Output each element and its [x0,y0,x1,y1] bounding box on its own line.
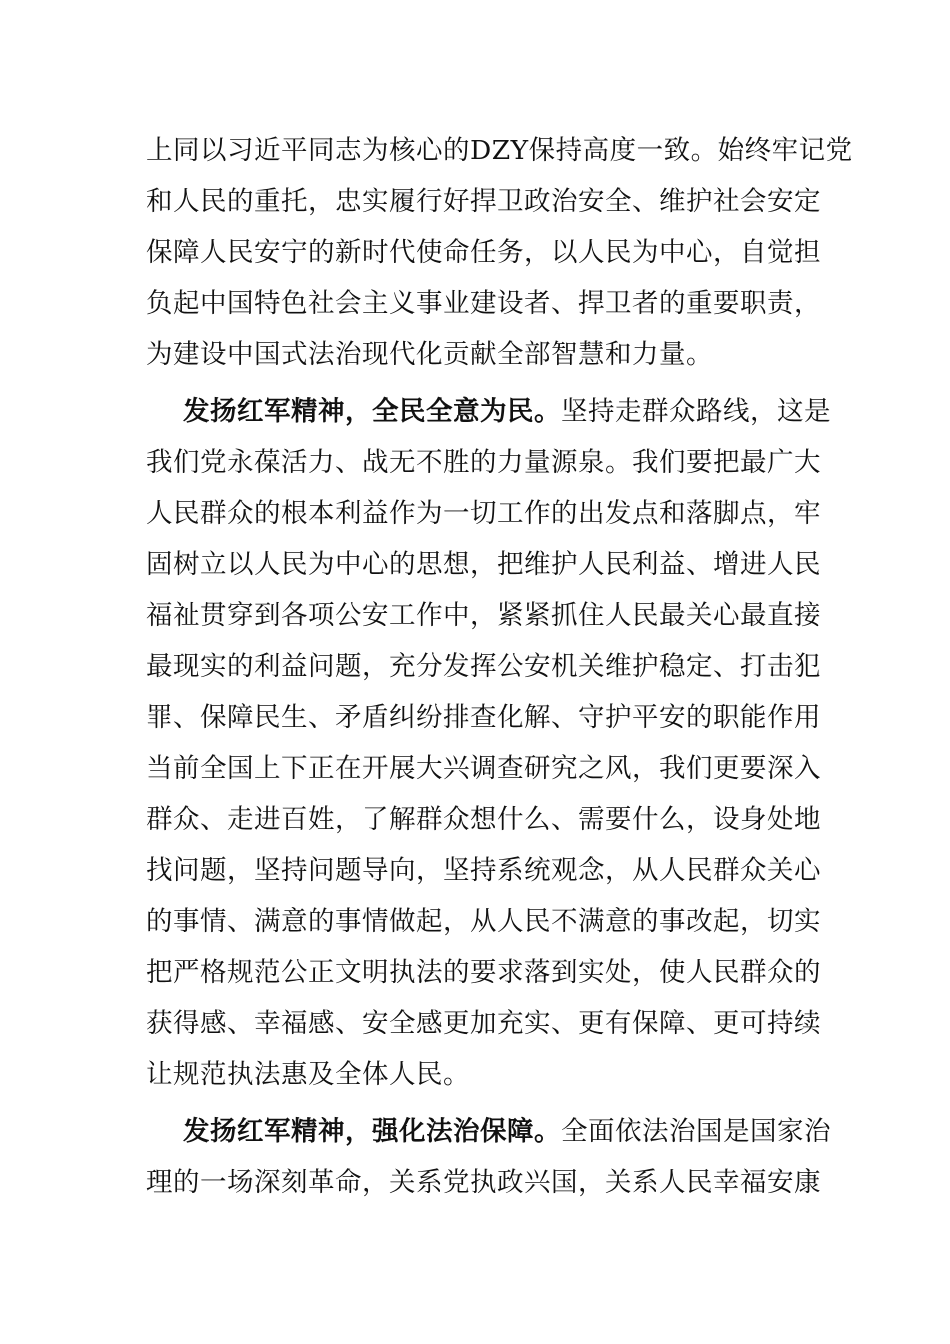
paragraph-1-line-2: 和人民的重托，忠实履行好捍卫政治安全、维护社会安定 [146,186,821,217]
paragraph-2-heading: 发扬红军精神，全民全意为民。 [183,396,561,427]
paragraph-2-line-9: 群众、走进百姓，了解群众想什么、需要什么，设身处地 [146,804,821,835]
paragraph-1-line-3: 保障人民安宁的新时代使命任务，以人民为中心，自觉担 [146,237,821,268]
paragraph-1-line-4: 负起中国特色社会主义事业建设者、捍卫者的重要职责， [146,288,821,319]
paragraph-2-line-3: 人民群众的根本利益作为一切工作的出发点和落脚点，牢 [146,498,821,529]
paragraph-2-line-4: 固树立以人民为中心的思想，把维护人民利益、增进人民 [146,549,821,580]
paragraph-2-line-14: 让规范执法惠及全体人民。 [146,1059,470,1090]
paragraph-2-line-11: 的事情、满意的事情做起，从人民不满意的事改起，切实 [146,906,821,937]
paragraph-2-line-6: 最现实的利益问题，充分发挥公安机关维护稳定、打击犯 [146,651,821,682]
paragraph-2-line-5: 福祉贯穿到各项公安工作中，紧紧抓住人民最关心最直接 [146,600,821,631]
paragraph-2-line-12: 把严格规范公正文明执法的要求落到实处，使人民群众的 [146,957,821,988]
paragraph-2-line-10: 找问题，坚持问题导向，坚持系统观念，从人民群众关心 [146,855,821,886]
paragraph-2-line-8: 当前全国上下正在开展大兴调查研究之风，我们更要深入 [146,753,821,784]
paragraph-3-heading: 发扬红军精神，强化法治保障。 [183,1116,561,1147]
paragraph-2-first-line-rest: 坚持走群众路线，这是 [561,396,831,427]
paragraph-3-line-2: 理的一场深刻革命，关系党执政兴国，关系人民幸福安康 [146,1167,821,1198]
paragraph-2-line-1 [146,392,831,432]
paragraph-3-line-1 [146,1112,831,1152]
paragraph-3-first-line-rest: 全面依法治国是国家治 [561,1116,831,1147]
paragraph-2-line-2: 我们党永葆活力、战无不胜的力量源泉。我们要把最广大 [146,447,821,478]
paragraph-1-line-5: 为建设中国式法治现代化贡献全部智慧和力量。 [146,339,713,370]
paragraph-1-line-1: 上同以习近平同志为核心的DZY保持高度一致。始终牢记党 [146,135,853,166]
paragraph-2-line-7: 罪、保障民生、矛盾纠纷排查化解、守护平安的职能作用 [146,702,821,733]
paragraph-2-line-13: 获得感、幸福感、安全感更加充实、更有保障、更可持续 [146,1008,821,1039]
